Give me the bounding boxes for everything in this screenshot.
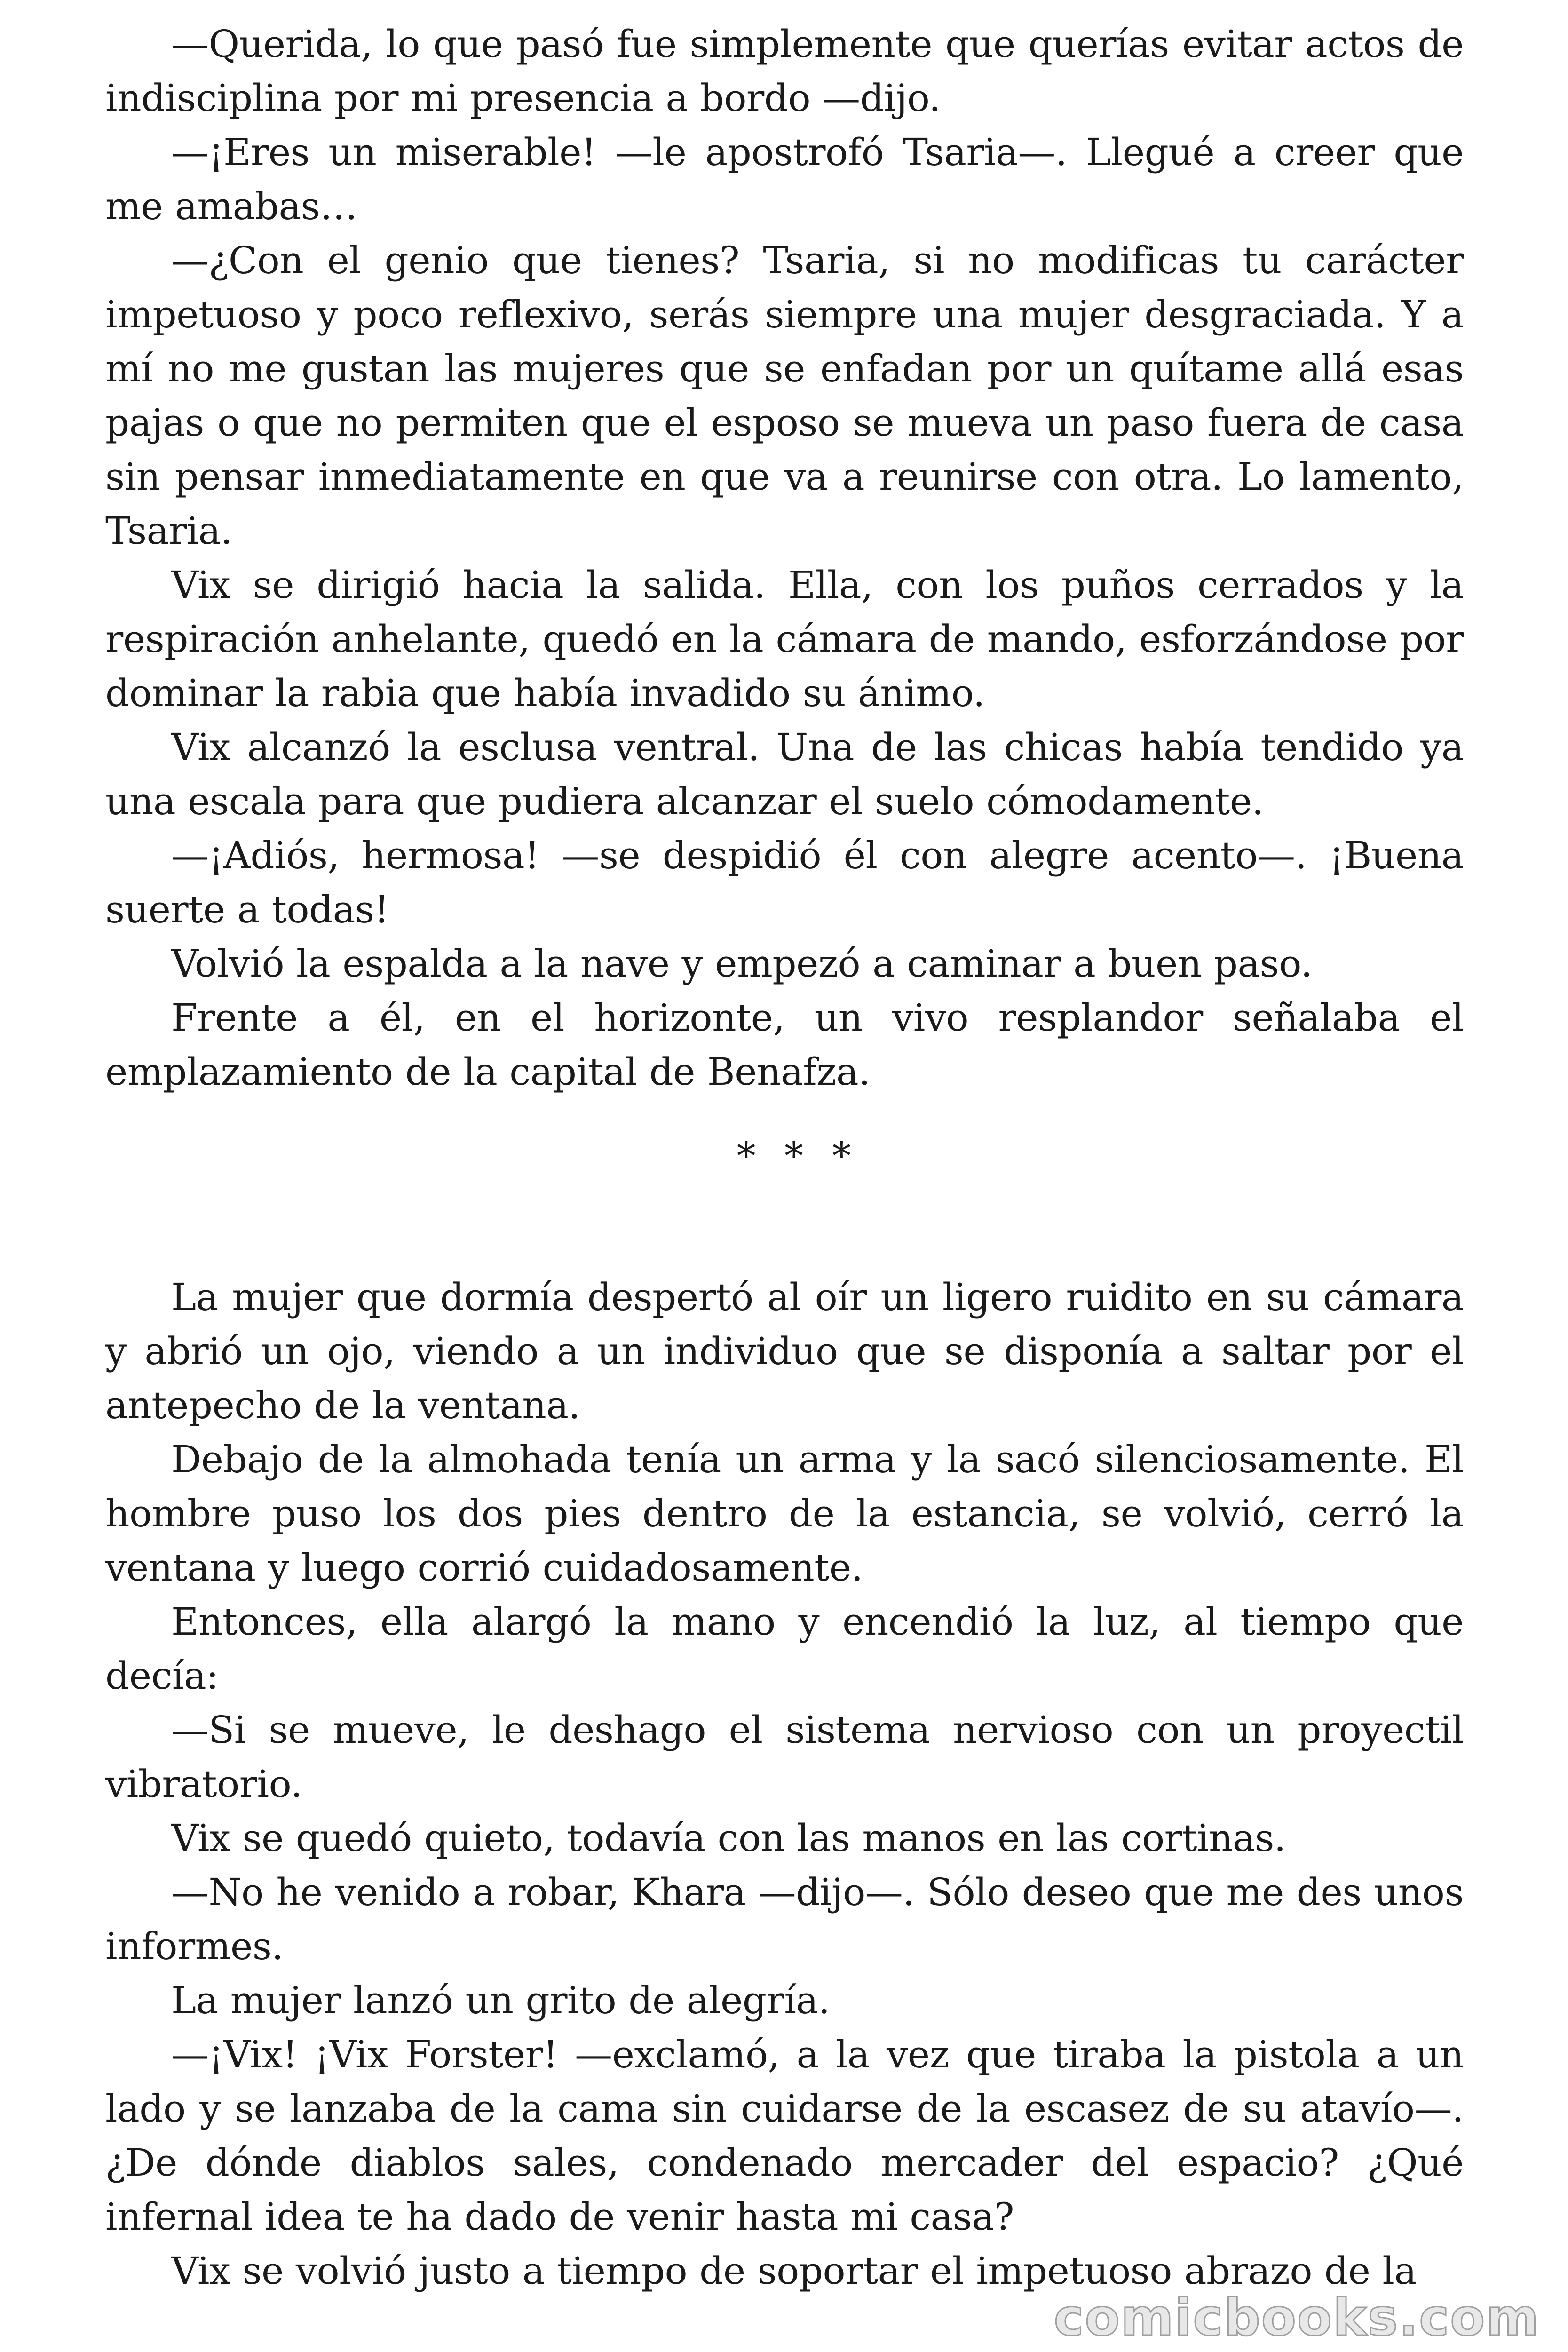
- paragraph: —¡Vix! ¡Vix Forster! —exclamó, a la vez que tiraba la pistola a un lado y se lanzaba de la cama sin cuidarse de la escasez de su atavío—. ¿De dónde diablos sales, condenado mercader del espacio? ¿Qué infernal idea te ha dado de venir hasta mi casa?: [105, 2033, 1464, 2239]
- paragraph: Vix se dirigió hacia la salida. Ella, con los puños cerrados y la respiración anhelante, quedó en la cámara de mando, esforzándose por dominar la rabia que había invadido su ánimo.: [105, 563, 1464, 715]
- paragraph: La mujer que dormía despertó al oír un ligero ruidito en su cámara y abrió un ojo, viendo a un individuo que se disponía a saltar por el antepecho de la ventana.: [105, 1275, 1464, 1427]
- paragraph: La mujer lanzó un grito de alegría.: [171, 1979, 830, 2022]
- text-section-2: [105, 1270, 1464, 2298]
- paragraph: —No he venido a robar, Khara —dijo—. Sólo deseo que me des unos informes.: [105, 1870, 1464, 1968]
- paragraph: Debajo de la almohada tenía un arma y la sacó silenciosamente. El hombre puso los dos pies dentro de la estancia, se volvió, cerró la ventana y luego corrió cuidadosamente.: [105, 1438, 1464, 1589]
- section-separator: * * *: [736, 1134, 860, 1178]
- paragraph: —¿Con el genio que tienes? Tsaria, si no modificas tu carácter impetuoso y poco reflexivo, serás siempre una mujer desgraciada. Y a mí no me gustan las mujeres que se enfadan por un quítame allá esas pajas o que no permiten que el esposo se mueva un paso fuera de casa sin pensar inmediatamente en que va a reunirse con otra. Lo lamento, Tsaria.: [105, 238, 1464, 553]
- paragraph: —¡Eres un miserable! —le apostrofó Tsaria—. Llegué a creer que me amabas…: [105, 130, 1464, 228]
- paragraph: —Querida, lo que pasó fue simplemente que querías evitar actos de indisciplina por mi presencia a bordo —dijo.: [105, 22, 1464, 120]
- paragraph: Vix se quedó quieto, todavía con las manos en las cortinas.: [171, 1816, 1286, 1860]
- paragraph: Vix alcanzó la esclusa ventral. Una de las chicas había tendido ya una escala para que pudiera alcanzar el suelo cómodamente.: [105, 725, 1464, 823]
- watermark: comicbooks.com: [1053, 2288, 1540, 2347]
- paragraph: Volvió la espalda a la nave y empezó a caminar a buen paso.: [171, 942, 1313, 985]
- paragraph: Frente a él, en el horizonte, un vivo resplandor señalaba el emplazamiento de la capital de Benafza.: [105, 996, 1464, 1094]
- paragraph: Vix se volvió justo a tiempo de soportar el impetuoso abrazo de la: [171, 2249, 1417, 2293]
- paragraph: —Si se mueve, le deshago el sistema nervioso con un proyectil vibratorio.: [105, 1708, 1464, 1806]
- text-section-1: [105, 17, 1464, 1099]
- paragraph: Entonces, ella alargó la mano y encendió la luz, al tiempo que decía:: [105, 1600, 1464, 1698]
- paragraph: —¡Adiós, hermosa! —se despidió él con alegre acento—. ¡Buena suerte a todas!: [105, 834, 1464, 931]
